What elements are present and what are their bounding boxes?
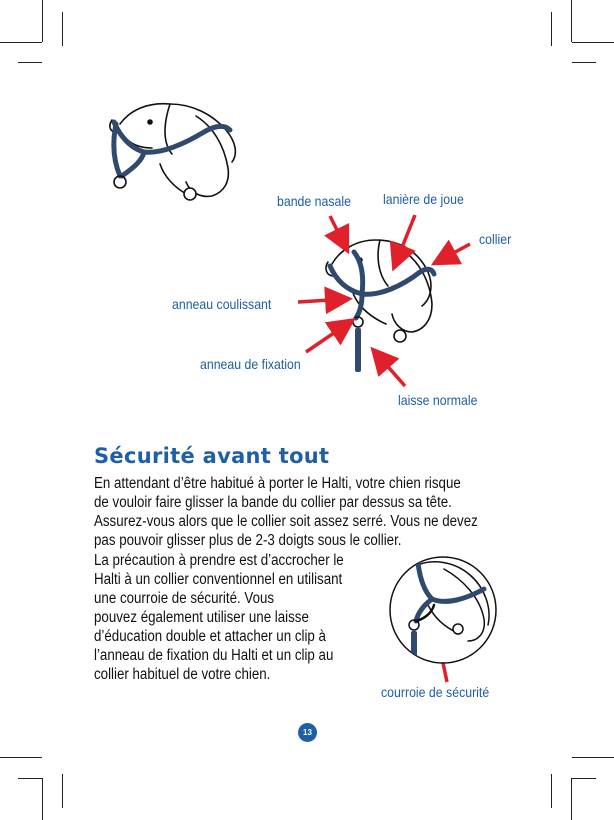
label-laniere-de-joue: lanière de joue (383, 191, 464, 207)
label-anneau-de-fixation: anneau de fixation (200, 356, 301, 372)
label-laisse-normale: laisse normale (398, 392, 478, 408)
label-courroie-de-securite: courroie de sécurité (381, 684, 490, 700)
paragraph-2-line: d’éducation double et attacher un clip à (94, 628, 326, 645)
safety-strap-inset (388, 555, 498, 665)
paragraph-1-line: pas pouvoir glisser plus de 2-3 doigts sous le collier. (94, 532, 402, 549)
paragraph-1-line: Assurez-vous alors que le collier soit assez serré. Vous ne devez (94, 513, 478, 530)
page-number: 13 (298, 723, 317, 742)
paragraph-1 (94, 474, 515, 550)
paragraph-2-line: l’anneau de fixation du Halti et un clip au (94, 647, 334, 664)
label-bande-nasale: bande nasale (277, 193, 351, 209)
section-title: Sécurité avant tout (94, 444, 330, 468)
paragraph-1-line: En attendant d’être habitué à porter le Halti, votre chien risque (94, 475, 461, 492)
paragraph-2 (94, 551, 386, 684)
paragraph-2-line: Halti à un collier conventionnel en utilisant (94, 571, 343, 588)
paragraph-2-line: La précaution à prendre est d’accrocher le (94, 552, 344, 569)
label-collier: collier (479, 231, 512, 247)
label-anneau-coulissant: anneau coulissant (172, 296, 272, 312)
paragraph-2-line: collier habituel de votre chien. (94, 666, 271, 683)
paragraph-2-line: pouvez également utiliser une laisse (94, 609, 309, 626)
paragraph-2-line: une courroie de sécurité. Vous (94, 590, 275, 607)
paragraph-1-line: de vouloir faire glisser la bande du collier par dessus sa tête. (94, 494, 452, 511)
